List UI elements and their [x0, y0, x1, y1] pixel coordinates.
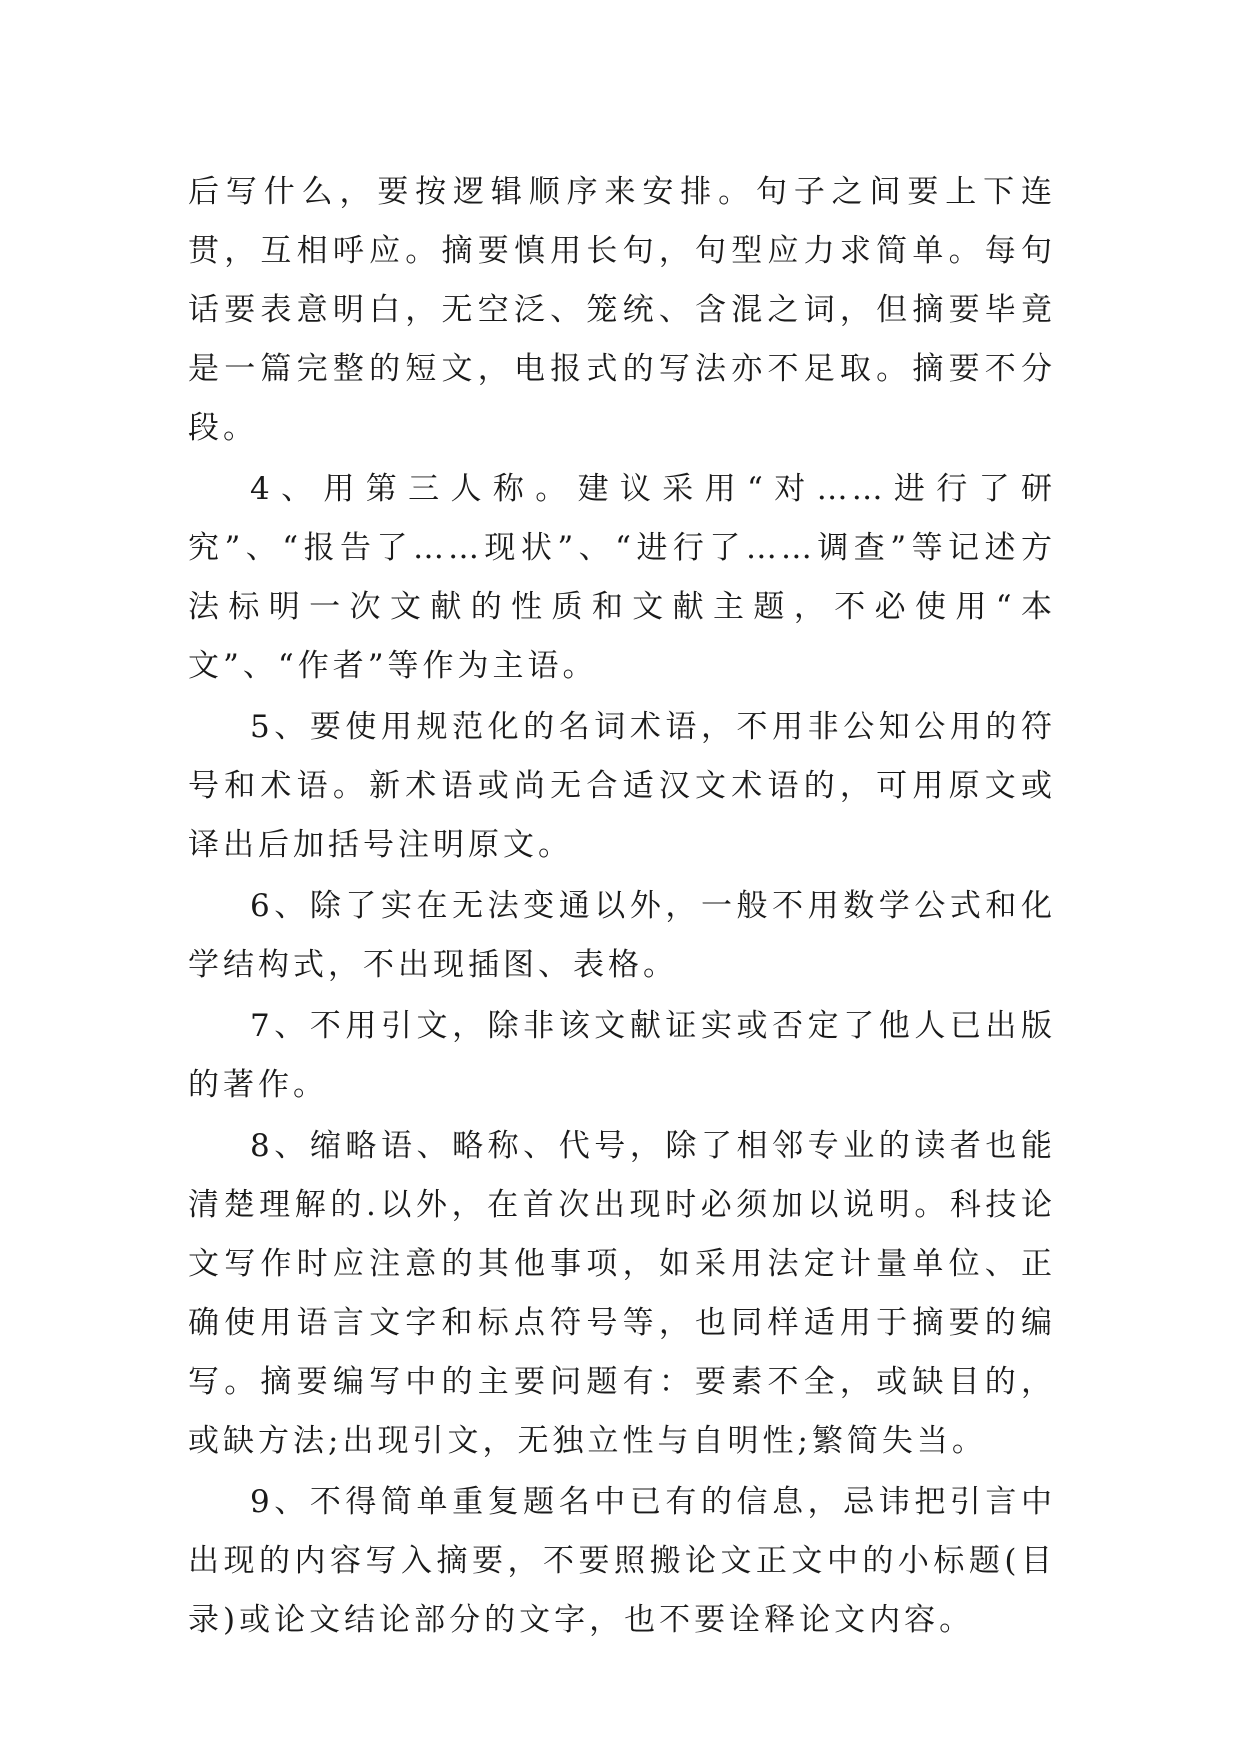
- paragraph-item-6: 6、除了实在无法变通以外，一般不用数学公式和化学结构式，不出现插图、表格。: [188, 888, 1056, 983]
- document-body: [188, 163, 1056, 1650]
- paragraph-item-4: 4、用第三人称。建议采用“对……进行了研究”、“报告了……现状”、“进行了……调查”等记述方法标明一次文献的性质和文献主题，不必使用“本文”、“作者”等作为主语。: [188, 471, 1056, 684]
- paragraph-item-9: 9、不得简单重复题名中已有的信息，忌讳把引言中出现的内容写入摘要，不要照搬论文正文中的小标题(目录)或论文结论部分的文字，也不要诠释论文内容。: [188, 1484, 1056, 1638]
- paragraph-item-7: 7、不用引文，除非该文献证实或否定了他人已出版的著作。: [188, 1008, 1056, 1103]
- paragraph-item-8: 8、缩略语、略称、代号，除了相邻专业的读者也能清楚理解的.以外，在首次出现时必须加以说明。科技论文写作时应注意的其他事项，如采用法定计量单位、正确使用语言文字和标点符号等，也同样适用于摘要的编写。摘要编写中的主要问题有：要素不全，或缺目的，或缺方法;出现引文，无独立性与自明性;繁简失当。: [188, 1128, 1056, 1459]
- paragraph-continuation: 后写什么，要按逻辑顺序来安排。句子之间要上下连贯，互相呼应。摘要慎用长句，句型应力求简单。每句话要表意明白，无空泛、笼统、含混之词，但摘要毕竟是一篇完整的短文，电报式的写法亦不足取。摘要不分段。: [188, 174, 1056, 446]
- paragraph-item-5: 5、要使用规范化的名词术语，不用非公知公用的符号和术语。新术语或尚无合适汉文术语的，可用原文或译出后加括号注明原文。: [188, 709, 1056, 863]
